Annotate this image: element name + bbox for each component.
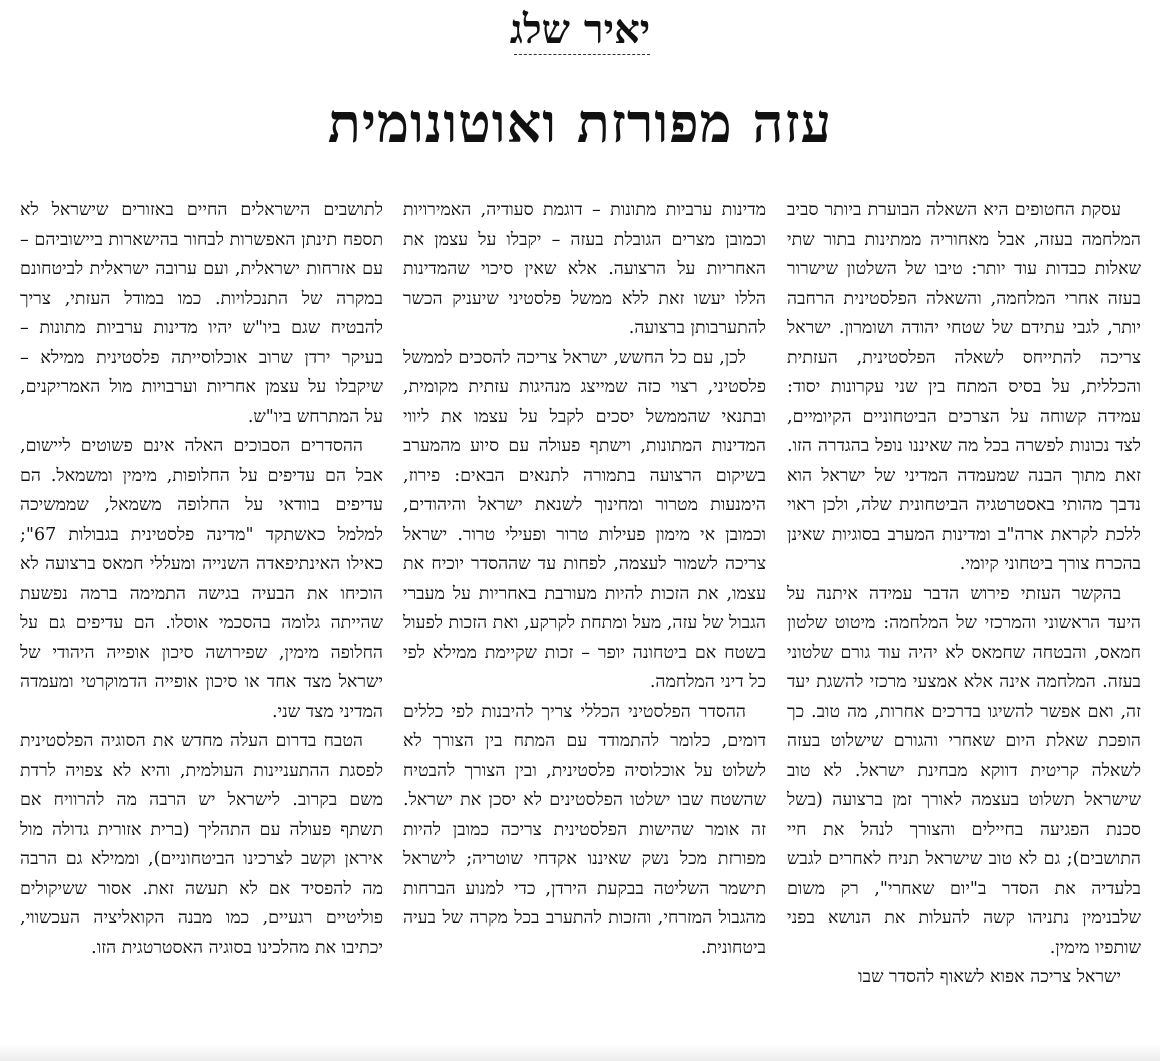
paragraph: לכן, עם כל החשש, ישראל צריכה להסכים לממשל פלסטיני, רצוי כזה שמייצג מנהיגות עזתית מקומית, ובתנאי שהממשל יסכים לקבל על עצמו את ליווי המדינות המתונות, וישתף פעולה עם סיוע מהמערב בשיקום הרצועה בתמורה לתנאים הבאים: פירוז, הימנעות מטרור ומחינוך לשנאת ישראל והיהודים, וכמובן אי מימון פעילות טרור ופעילי טרור. ישראל צריכה לשמור לעצמה, לפחות עד שההסדר יוכיח את עצמו, את הזכות להיות מעורבת באחריות על מעברי הגבול של עזה, מעל ומתחת לקרקע, ואת הזכות לפעול בשטח אם ביטחונה יופר – זכות שקיימת ממילא לפי כל דיני המלחמה. xyxy=(403,347,766,692)
paragraph: לתושבים הישראלים החיים באזורים שישראל לא תספח תינתן האפשרות לבחור בהישארות ביישוביהם – עם אזרחות ישראלית, ועם ערובה ישראלית לביטחונם במקרה של התנכלויות. כמו במודל העזתי, צריך להבטיח שגם ביו"ש יהיו מדינות ערביות מתונות – בעיקר ירדן שרוב אוכלוסייתה פלסטינית ממילא – שיקבלו על עצמן אחריות וערבויות מול האמריקנים, על המתרחש ביו"ש. xyxy=(20,200,383,427)
paragraph: ישראל צריכה אפוא לשאוף להסדר שבו xyxy=(858,967,1121,987)
byline-divider xyxy=(514,54,650,55)
paragraph: הטבח בדרום העלה מחדש את הסוגיה הפלסטינית לפסגת ההתעניינות העולמית, והיא לא צפויה לרדת משם בקרוב. לישראל יש הרבה מה להרוויח אם תשתף פעולה עם התהליך (ברית אזורית גדולה מול איראן וקשב לצרכינו הביטחוניים), וממילא גם הרבה מה להפסיד אם לא תעשה זאת. אסור ששיקולים פוליטיים רגעיים, כמו מבנה הקואליציה העכשווי, יכתיבו את מהלכינו בסוגיה האסטרטגית הזו. xyxy=(20,731,383,958)
paragraph: עסקת החטופים היא השאלה הבוערת ביותר סביב המלחמה בעזה, אבל מאחוריה ממתינות בתור שתי שאלות כבדות עוד יותר: טיבו של השלטון שישרור בעזה אחרי המלחמה, והשאלה הפלסטינית הרחבה יותר, לגבי עתידם של שטחי יהודה ושומרון. ישראל צריכה להתייחס לשאלה הפלסטינית, העזתית והכללית, על בסיס המתח בין שני עקרונות יסוד: עמידה קשוחה על הצרכים הביטחוניים הקיומיים, לצד נכונות לפשרה בכל מה שאיננו נופל בהגדרה הזו. זאת מתוך הבנה שמעמדה המדיני של ישראל הוא נדבך מהותי באסטרטגיה הביטחונית שלה, ולכן ראוי ללכת לקראת ארה"ב ומדינות המערב בסוגיות שאינן בהכרח צורך ביטחוני קיומי. xyxy=(787,200,1141,574)
column-right xyxy=(787,196,1141,1058)
paragraph: ההסדר הפלסטיני הכללי צריך להיבנות לפי כללים דומים, כלומר להתמודד עם המתח בין הצורך לא לשלוט על אוכלוסיה פלסטינית, ובין הצורך להבטיח שהשטח שבו ישלטו הפלסטינים לא יסכן את ישראל. זה אומר שהישות הפלסטינית צריכה כמובן להיות מפורזת מכל נשק שאיננו אקדחי שוטריה; לישראל תישמר השליטה בבקעת הירדן, כדי למנוע הברחות מהגבול המזרחי, והזכות להתערב בכל מקרה של בעיה ביטחונית. xyxy=(403,701,766,958)
paragraph: ההסדרים הסבוכים האלה אינם פשוטים ליישום, אבל הם עדיפים על החלופות, מימין ומשמאל. הם עדיפים בוודאי על החלופה משמאל, שממשיכה למלמל כאשתקד "מדינה פלסטינית בגבולות 67"; כאילו האינתיפאדה השנייה ומעללי חמאס ברצועה לא הוכיחו את הבעיה בגישה התמימה ברמה נפשעת שהייתה גלומה בהסכמי אוסלו. הם עדיפים גם על החלופה מימין, שפירושה סיכון אופייה היהודי של ישראל מצד אחד או סיכון אופייה הדמוקרטי ומעמדה המדיני מצד שני. xyxy=(20,436,383,722)
paragraph: בהקשר העזתי פירוש הדבר עמידה איתנה על היעד הראשוני והמרכזי של המלחמה: מיטוט שלטון חמאס, והבטחה שחמאס לא יהיה עוד גורם שלטוני בעזה. המלחמה אינה אלא אמצעי מרכזי להשגת יעד זה, ואם אפשר להשיגו בדרכים אחרות, מה טוב. כך הופכת שאלת היום שאחרי והגורם שישלוט בעזה לשאלה קריטית דווקא מבחינת ישראל. לא טוב שישראל תשלוט בעצמה לאורך זמן ברצועה (בשל סכנת הפגיעה בחיילים והצורך לנהל את חיי התושבים); גם לא טוב שישראל תניח לאחרים לגבש בלעדיה את הסדר ב"יום שאחרי", רק משום שלבנימין נתניהו קשה להעלות את הנושא בפני שותפיו מימין. xyxy=(787,583,1141,958)
column-middle xyxy=(403,196,766,1058)
article-headline: עזה מפורזת ואוטונומית xyxy=(327,91,833,155)
column-left xyxy=(20,196,383,1058)
paragraph: מדינות ערביות מתונות – דוגמת סעודיה, האמירויות וכמובן מצרים הגובלת בעזה – יקבלו על עצמן את האחריות על הרצועה. אלא שאין סיכוי שהמדינות הללו יעשו זאת ללא ממשל פלסטיני שיעניק הכשר להתערבותן ברצועה. xyxy=(403,200,766,338)
author-byline: יאיר שלג xyxy=(509,6,651,53)
